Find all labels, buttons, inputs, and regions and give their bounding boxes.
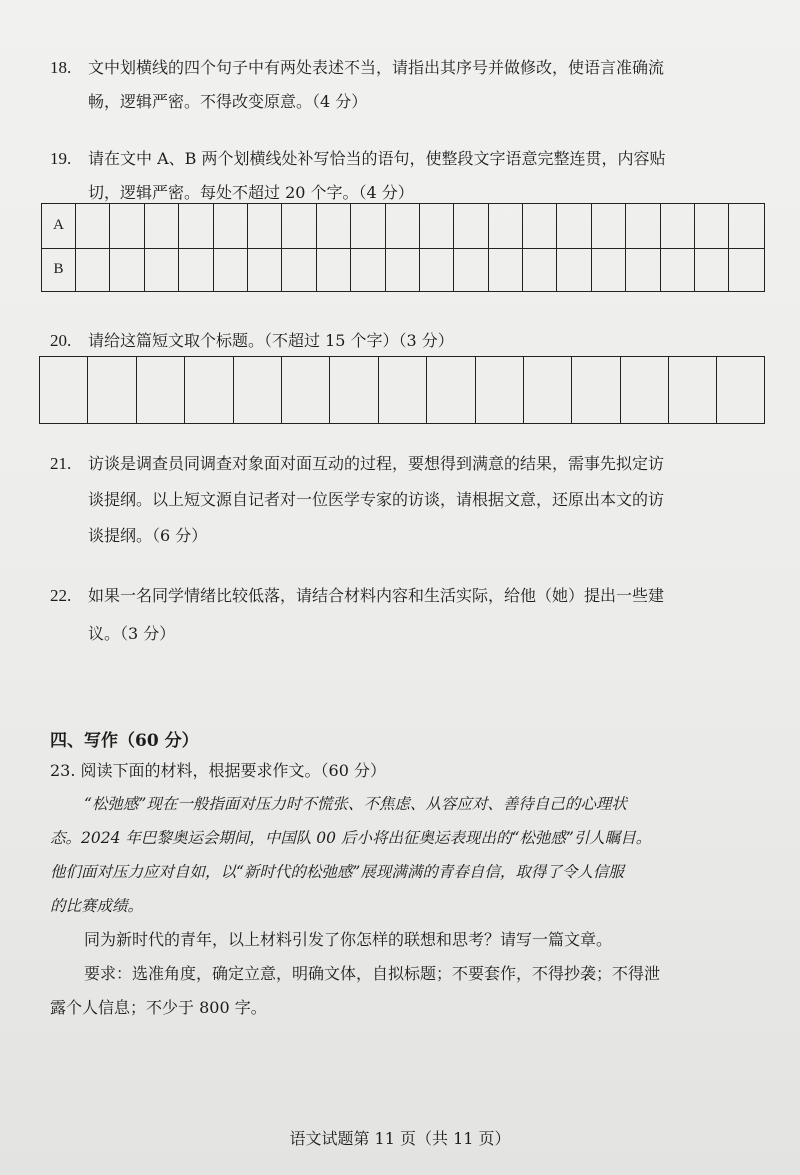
- material-line: 态。2024 年巴黎奥运会期间，中国队 00 后小将出征奥运表现出的“松弛感”引人瞩目。: [50, 829, 652, 847]
- answer-cell[interactable]: [420, 204, 454, 248]
- answer-cell[interactable]: [386, 204, 420, 248]
- answer-cell[interactable]: [729, 204, 764, 248]
- answer-row-b: [42, 248, 764, 292]
- answer-cell[interactable]: [427, 357, 475, 423]
- answer-cell[interactable]: [626, 204, 660, 248]
- question-text-line: 请在文中 A、B 两个划横线处补写恰当的语句，使整段文字语意完整连贯，内容贴: [88, 149, 666, 168]
- question-19: [50, 148, 770, 208]
- answer-cell[interactable]: [454, 204, 488, 248]
- answer-cell[interactable]: [717, 357, 764, 423]
- writing-prompt: 同为新时代的青年，以上材料引发了你怎样的联想和思考？请写一篇文章。: [84, 930, 613, 949]
- question-number: 20.: [50, 331, 72, 350]
- question-text-line: 如果一名同学情绪比较低落，请结合材料内容和生活实际，给他（她）提出一些建: [88, 586, 665, 605]
- answer-cell[interactable]: [282, 249, 316, 292]
- writing-requirements: 露个人信息；不少于 800 字。: [50, 998, 267, 1017]
- answer-cell[interactable]: [110, 204, 144, 248]
- answer-grid-20: [39, 356, 765, 424]
- answer-cell[interactable]: [386, 249, 420, 292]
- answer-cell[interactable]: [76, 249, 110, 292]
- answer-cell[interactable]: [669, 357, 717, 423]
- material-line: “松弛感”现在一般指面对压力时不慌张、不焦虑、从容应对、善待自己的心理状: [84, 795, 627, 813]
- answer-cell[interactable]: [592, 204, 626, 248]
- page-footer: 语文试题第 11 页（共 11 页）: [289, 1129, 511, 1148]
- answer-cell[interactable]: [695, 249, 729, 292]
- answer-cell[interactable]: [317, 249, 351, 292]
- question-number: 22.: [50, 586, 72, 605]
- answer-cell[interactable]: [330, 357, 378, 423]
- question-text-line: 谈提纲。（6 分）: [88, 526, 208, 545]
- answer-cell[interactable]: [351, 249, 385, 292]
- answer-cell[interactable]: [282, 204, 316, 248]
- question-21: [50, 453, 770, 553]
- answer-cell[interactable]: [40, 357, 88, 423]
- question-text-line: 议。（3 分）: [88, 624, 176, 643]
- answer-cell[interactable]: [626, 249, 660, 292]
- answer-cell[interactable]: [248, 204, 282, 248]
- answer-cell[interactable]: [524, 357, 572, 423]
- answer-cell[interactable]: [179, 204, 213, 248]
- answer-cell[interactable]: [489, 204, 523, 248]
- answer-cell[interactable]: [489, 249, 523, 292]
- writing-requirements: 要求：选准角度，确定立意，明确文体，自拟标题；不要套作，不得抄袭；不得泄: [84, 964, 661, 983]
- question-18: [50, 57, 770, 117]
- answer-cell[interactable]: [351, 204, 385, 248]
- answer-cell[interactable]: [214, 204, 248, 248]
- section-title: 四、写作（60 分）: [50, 731, 199, 751]
- answer-cell[interactable]: [476, 357, 524, 423]
- question-number: 19.: [50, 149, 72, 168]
- answer-cell[interactable]: [523, 249, 557, 292]
- question-text-line: 谈提纲。以上短文源自记者对一位医学专家的访谈，请根据文意，还原出本文的访: [88, 490, 665, 509]
- answer-grid-19: [41, 203, 765, 292]
- answer-cell[interactable]: [379, 357, 427, 423]
- row-label: A: [42, 204, 76, 248]
- question-text-line: 请给这篇短文取个标题。（不超过 15 个字）（3 分）: [88, 331, 454, 350]
- answer-cell[interactable]: [248, 249, 282, 292]
- answer-cell[interactable]: [282, 357, 330, 423]
- question-text-line: 畅，逻辑严密。不得改变原意。（4 分）: [88, 92, 368, 111]
- question-23: 23. 阅读下面的材料，根据要求作文。（60 分）: [50, 761, 386, 780]
- answer-cell[interactable]: [661, 249, 695, 292]
- answer-cell[interactable]: [214, 249, 248, 292]
- question-20: [50, 330, 770, 356]
- question-number: 18.: [50, 58, 72, 77]
- answer-cell[interactable]: [185, 357, 233, 423]
- answer-cell[interactable]: [557, 249, 591, 292]
- material-line: 的比赛成绩。: [50, 897, 144, 915]
- answer-cell[interactable]: [454, 249, 488, 292]
- answer-cell[interactable]: [621, 357, 669, 423]
- answer-cell[interactable]: [137, 357, 185, 423]
- answer-cell[interactable]: [234, 357, 282, 423]
- row-label: B: [42, 249, 76, 292]
- question-text-line: 切，逻辑严密。每处不超过 20 个字。（4 分）: [88, 183, 414, 202]
- answer-cell[interactable]: [420, 249, 454, 292]
- answer-cell[interactable]: [145, 204, 179, 248]
- answer-cell[interactable]: [661, 204, 695, 248]
- answer-cell[interactable]: [729, 249, 764, 292]
- question-text-line: 文中划横线的四个句子中有两处表述不当，请指出其序号并做修改，使语言准确流: [88, 58, 665, 77]
- answer-row: [40, 357, 764, 423]
- answer-cell[interactable]: [695, 204, 729, 248]
- answer-cell[interactable]: [572, 357, 620, 423]
- answer-cell[interactable]: [88, 357, 136, 423]
- question-number: 21.: [50, 454, 72, 473]
- answer-cell[interactable]: [557, 204, 591, 248]
- answer-cell[interactable]: [317, 204, 351, 248]
- answer-cell[interactable]: [179, 249, 213, 292]
- answer-cell[interactable]: [523, 204, 557, 248]
- question-22: [50, 585, 770, 645]
- question-text-line: 访谈是调查员同调查对象面对面互动的过程，要想得到满意的结果，需事先拟定访: [88, 454, 665, 473]
- answer-row-a: [42, 204, 764, 248]
- answer-cell[interactable]: [110, 249, 144, 292]
- answer-cell[interactable]: [592, 249, 626, 292]
- answer-cell[interactable]: [76, 204, 110, 248]
- answer-cell[interactable]: [145, 249, 179, 292]
- material-line: 他们面对压力应对自如，以“新时代的松弛感”展现满满的青春自信，取得了令人信服: [50, 863, 624, 881]
